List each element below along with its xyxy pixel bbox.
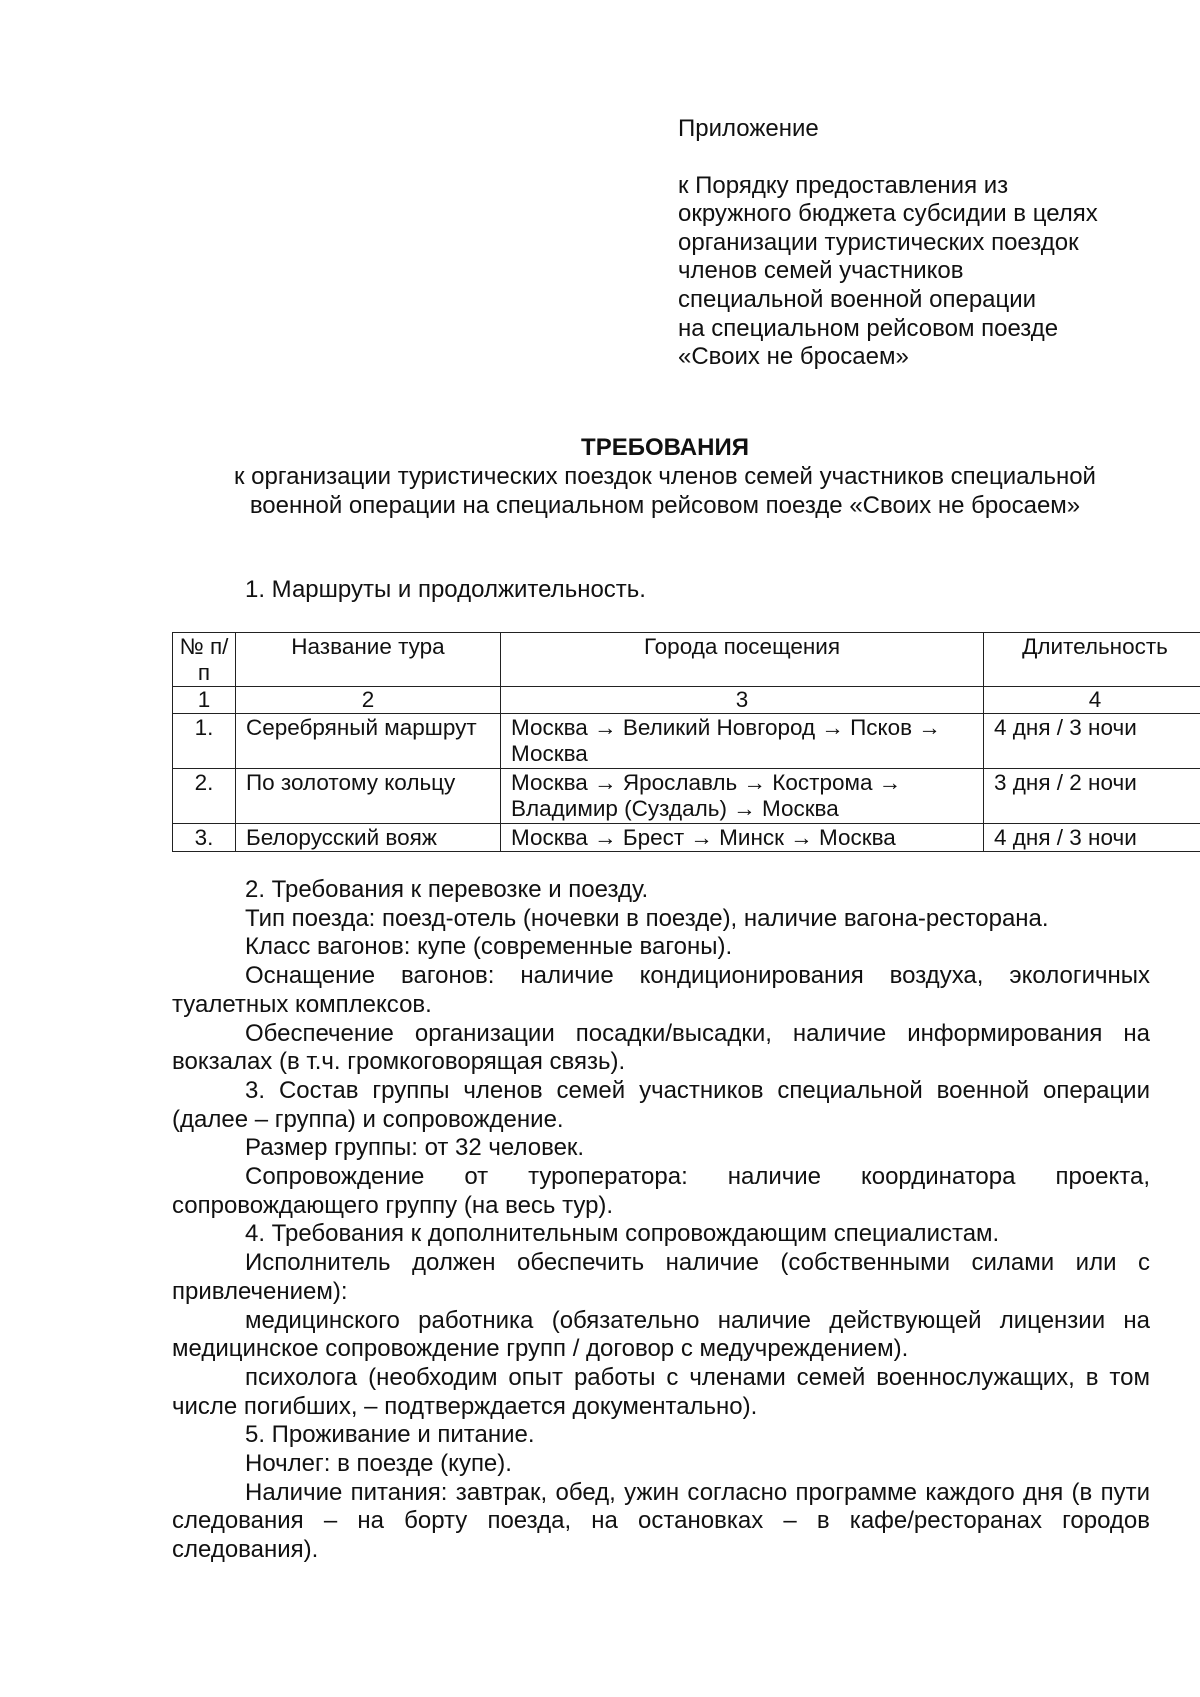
paragraph: Тип поезда: поезд-отель (ночевки в поезде), наличие вагона-ресторана. [245,904,1049,932]
subtitle-line: военной операции на специальном рейсовом поезде «Своих не бросаем» [249,492,1081,519]
appendix-title: Приложение [678,115,819,142]
paragraph: Оснащение вагонов: наличие кондиционирования воздуха, экологичных туалетных комплексов. [172,962,1150,1018]
routes-table [172,632,1200,852]
paragraph: психолога (необходим опыт работы с членами семей военнослужащих, в том числе погибших, – подтверждается документально). [172,1363,1150,1420]
paragraph: медицинского работника (обязательно наличие действующей лицензии на медицинское сопровождение групп / договор с медучреждением). [172,1306,1150,1363]
table-header-row [173,633,1200,687]
table-header-cell: № п/п [173,633,236,687]
table-row [173,824,1200,852]
paragraph: Обеспечение организации посадки/высадки, наличие информирования на вокзалах (в т.ч. громкоговорящая связь). [172,1019,1150,1076]
table-cell: Серебряный маршрут [236,714,501,769]
appendix-line: к Порядку предоставления из [678,171,1009,199]
paragraph: Размер группы: от 32 человек. [245,1134,585,1162]
paragraph: Сопровождение от туроператора: наличие координатора проекта, сопровождающего группу (на весь тур). [172,1163,1150,1219]
table-cell: 2 [236,687,501,714]
appendix-line: членов семей участников [678,257,964,285]
table-cell: Москва → Ярославль → Кострома → Владимир (Суздаль) → Москва [501,769,984,824]
table-row [173,714,1200,769]
table-cell: По золотому кольцу [236,769,501,824]
table-cell: 2. [173,769,236,824]
section-heading-routes: 1. Маршруты и продолжительность. [245,576,646,603]
appendix-line: «Своих не бросаем» [678,343,909,371]
table-header-cell: Длительность [984,633,1200,687]
table-cell: Белорусский вояж [236,824,501,852]
subtitle-line: к организации туристических поездок членов семей участников специальной [234,463,1096,490]
table-cell: 1. [173,714,236,769]
table-cell: 4 дня / 3 ночи [984,714,1200,769]
appendix-line: специальной военной операции [678,285,1037,313]
section-heading-group: 3. Состав группы членов семей участников специальной военной операции (далее – группа) и сопровождение. [172,1076,1150,1133]
document-subtitle [130,462,1200,520]
appendix-line: организации туристических поездок [678,228,1079,256]
section-heading-specialists: 4. Требования к дополнительным сопровождающим специалистам. [245,1220,1000,1248]
table-cell: Москва → Брест → Минск → Москва [501,824,984,852]
requirements-body [172,876,1150,1565]
section-heading-accommodation: 5. Проживание и питание. [245,1421,535,1449]
table-row [173,769,1200,824]
table-cell: 3 [501,687,984,714]
paragraph: Класс вагонов: купе (современные вагоны). [245,933,733,961]
table-index-row [173,687,1200,714]
appendix-line: окружного бюджета субсидии в целях [678,200,1098,228]
paragraph: Наличие питания: завтрак, обед, ужин согласно программе каждого дня (в пути следования – на борту поезда, на остановках – в кафе/ресторанах городов следования). [172,1478,1150,1564]
table-header-cell: Название тура [236,633,501,687]
paragraph: Ночлег: в поезде (купе). [245,1450,512,1478]
document-title: ТРЕБОВАНИЯ [581,434,749,461]
section-heading-transport: 2. Требования к перевозке и поезду. [245,876,649,903]
table-cell: 3. [173,824,236,852]
table-cell: Москва → Великий Новгород → Псков → Москва [501,714,984,769]
table-cell: 4 дня / 3 ночи [984,824,1200,852]
appendix-block [678,115,1148,372]
table-cell: 1 [173,687,236,714]
appendix-line: на специальном рейсовом поезде [678,314,1059,342]
table-cell: 4 [984,687,1200,714]
table-header-cell: Города посещения [501,633,984,687]
table-cell: 3 дня / 2 ночи [984,769,1200,824]
paragraph: Исполнитель должен обеспечить наличие (собственными силами или с привлечением): [172,1249,1150,1305]
